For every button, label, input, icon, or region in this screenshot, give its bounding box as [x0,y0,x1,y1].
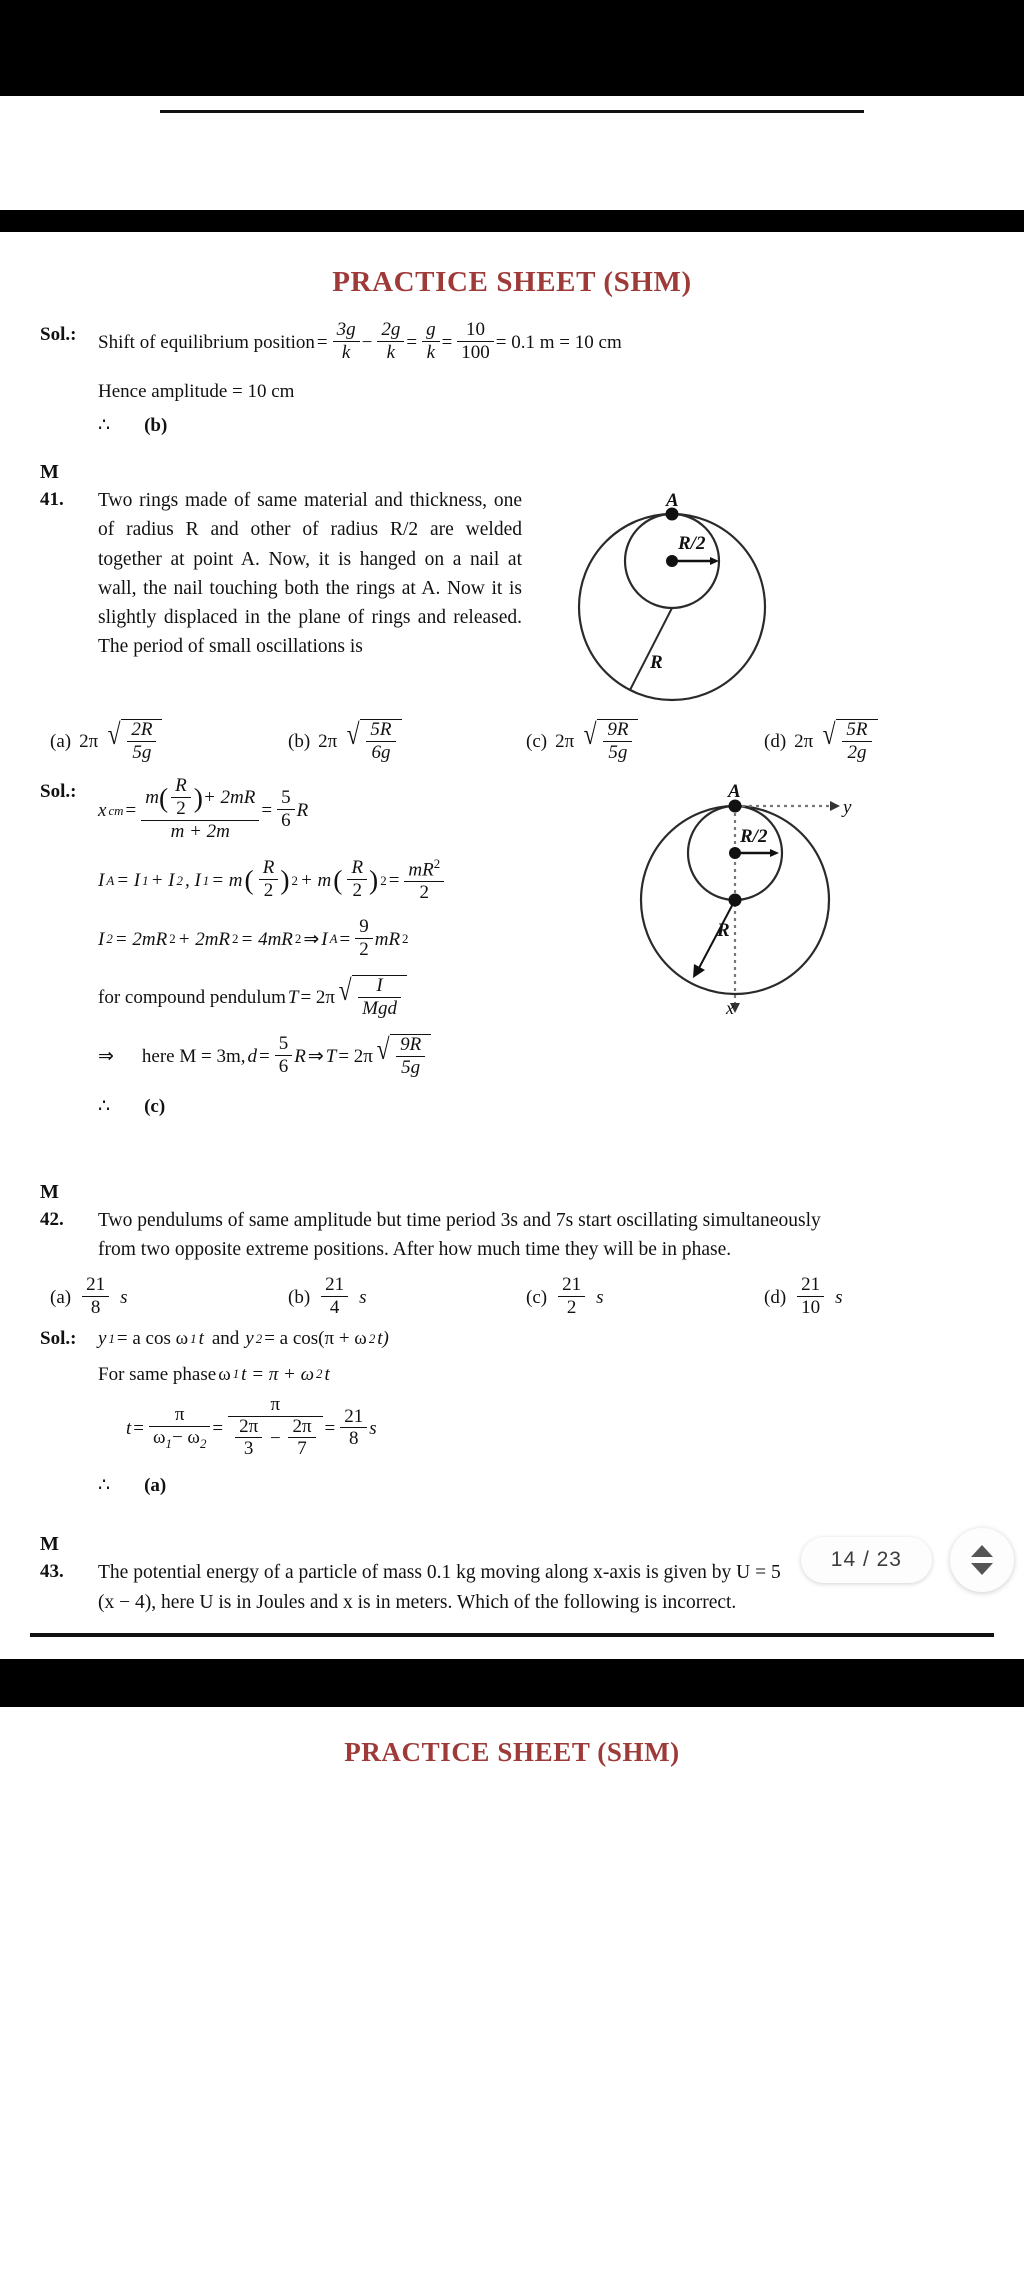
solution-label: Sol.: [40,781,77,803]
solution-41-answer-line [98,1093,622,1121]
solution-40-answer-line [98,412,1002,440]
fraction-3g-over-k [333,320,360,363]
solution-41-row [22,775,622,1121]
option-d-q42[interactable] [764,1276,1002,1319]
here-m-text: here M = 3m, [141,1045,246,1067]
solution-42-line-3 [98,1396,1002,1462]
five-over-six-fraction [275,1034,293,1077]
option-coefficient: 2π [555,730,575,752]
fraction [366,720,395,763]
option-c-q42[interactable] [526,1276,764,1319]
minus-sign: − [361,331,373,353]
secondary-black-band [0,210,1024,232]
power-2-a: 2 [291,872,298,888]
solution-41-pendulum-line [98,975,622,1020]
fraction-g-over-k [422,320,440,363]
fraction-numerator: 2R [127,720,156,742]
implies-symbol-3: ⇒ [307,1045,324,1067]
label-r-half: R/2 [740,826,768,848]
fraction-denominator: 2 [419,881,430,903]
solution-41-i2-line [98,918,622,961]
ia-symbol: I [98,870,105,892]
fraction-numerator: 5R [366,720,395,742]
mass-m: m [145,787,159,809]
omega2-subscript: 2 [368,1330,376,1346]
fraction-numerator: g [422,320,440,342]
fraction-denominator: 8 [90,1296,101,1318]
equals-sign: = [259,1045,270,1067]
option-a-q42[interactable] [50,1276,288,1319]
equals-sign-2: = [406,331,418,353]
numerator-tail: + 2mR [202,787,256,809]
label-r-half: R/2 [678,533,706,555]
question-41-number: 41. [40,489,64,511]
radicand [390,1034,431,1079]
fraction-10-over-100 [457,320,494,363]
radicand [121,719,162,764]
omega1-subscript: 1 [190,1330,197,1346]
option-tag: (d) [764,730,787,752]
solution-41-xcm-line [98,775,622,844]
two-pi-over-three-fraction [235,1417,262,1460]
fraction-numerator: 2π [235,1417,262,1439]
solution-41-block [22,775,1002,1123]
label-r: R [650,652,663,674]
xcm-result-tail: R [296,800,309,822]
document-page [0,232,1024,1637]
time-t: t [324,1363,330,1385]
question-41-text: Two rings made of same material and thickness, one of radius R and other of radius R/2 are welded together at point A. Now, it is hanged on a nail at wall, the nail touching both the rings at A. Now it is slightly displaced in the plane of rings and released. The period of small oscillations is [98,490,522,658]
solution-42-line-2 [98,1361,1002,1389]
solution-42-line-1 [98,1325,1002,1353]
radical-sign: √ [107,719,121,752]
equals-sign: = [133,1418,144,1440]
mr2-text: mR [408,859,434,881]
label-axis-y: y [843,797,852,819]
fraction-denominator: 2 [359,938,369,960]
page-indicator[interactable]: 14 / 23 [801,1537,932,1583]
option-unit: s [120,1286,128,1308]
fraction-denominator: 6 [281,809,291,831]
i1-sub: 1 [202,872,210,888]
question-41-row [22,486,522,662]
label-a: A [666,492,679,512]
equals-2pi: = 2π [300,986,335,1008]
footer-title: PRACTICE SHEET (SHM) [344,1736,680,1767]
sqrt-expression [345,719,401,764]
fraction-numerator: I [358,976,401,998]
y1-symbol: y [98,1328,107,1350]
solution-41-ia-line [98,855,622,904]
omega2-subscript: 2 [316,1366,323,1382]
solution-40-amplitude-line: Hence amplitude = 10 cm [98,381,295,403]
solution-42-answer-line [98,1472,1002,1500]
twentyone-over-eight-fraction [340,1407,367,1450]
y2-equals: = a cos(π + ω [264,1328,367,1350]
option-coefficient: 2π [79,730,99,752]
right-paren: ) [193,782,203,814]
chevron-up-icon[interactable] [971,1545,993,1557]
time-t-1: t [198,1328,204,1350]
therefore-symbol: ∴ [98,1474,111,1496]
fraction-numerator: 5 [277,788,295,810]
equals-sign-3: = [441,331,453,353]
shift-equilibrium-text: Shift of equilibrium position [98,331,315,353]
solution-40-answer: (b) [144,414,168,436]
page-title: PRACTICE SHEET (SHM) [332,266,692,298]
sqrt-expression [106,719,162,764]
option-b-q41[interactable] [288,719,526,764]
page-stepper-button[interactable] [950,1528,1014,1592]
y2-symbol: y [245,1328,254,1350]
fraction-denominator: 5g [401,1056,421,1078]
power-2: 2 [402,931,409,947]
i2-subscript: 2 [176,872,183,888]
y-axis-arrow-head [830,801,840,811]
fraction-denominator: 2 [176,797,186,819]
fraction-numerator [141,777,259,821]
fraction-numerator: 21 [797,1275,824,1297]
time-t-2: t) [377,1328,389,1350]
fraction-denominator: k [341,341,351,363]
solution-42-body [98,1325,1002,1499]
fraction-denominator: 8 [349,1428,359,1450]
nine-over-two-fraction [355,917,373,960]
time-symbol: t [126,1418,132,1440]
fraction [842,720,871,763]
implies-symbol-2: ⇒ [98,1045,114,1067]
radicand [597,719,638,764]
xcm-main-fraction [141,777,259,843]
radicand [836,719,877,764]
i1-subscript: 1 [142,872,149,888]
r-half-arrow-head [770,849,779,857]
period-symbol-2: T [325,1045,337,1067]
r-half-arrow-head [710,557,719,565]
question-42-text [98,1206,1002,1265]
fraction-r-2-a [259,858,279,901]
ia-symbol-2: I [321,928,328,950]
xcm-result-fraction [277,788,295,831]
y1-equals: = a cos ω [116,1328,189,1350]
i-over-mgd-fraction [358,976,401,1019]
minus-sign: − [269,1427,281,1449]
i1-equals-m: = m [211,870,243,892]
question-43-line-2: (x − 4), here U is in Joules and x is in meters. Which of the following is incorrect. [98,1591,737,1613]
sqrt-expression [821,719,877,764]
seconds-unit: s [369,1418,377,1440]
top-black-band [0,0,1024,96]
question-41-block [22,486,1002,707]
fraction [82,1275,109,1318]
solution-40-line-1 [98,321,1002,364]
fraction-denominator: k [386,341,396,363]
y1-subscript: 1 [108,1330,115,1346]
power-b: 2 [232,931,239,947]
distance-d: d [247,1045,258,1067]
question-41-text-column [22,486,522,707]
right-paren-2: ) [369,864,379,896]
option-b-q42[interactable] [288,1276,526,1319]
omega1: ω [153,1426,166,1448]
option-unit: s [596,1286,604,1308]
option-coefficient: 2π [318,730,338,752]
fraction-numerator: 21 [321,1275,348,1297]
fraction-denominator: 2 [566,1296,577,1318]
fraction-numerator: 21 [558,1275,585,1297]
phase-equation: t = π + ω [241,1363,315,1385]
equals-sign: = [388,870,400,892]
radicand [352,975,407,1020]
equals-2pi-2: = 2π [338,1045,373,1067]
period-symbol: T [287,986,299,1008]
omega1-subscript: 1 [165,1435,172,1451]
radical-sign: √ [338,975,352,1008]
fraction-numerator: 5 [275,1034,293,1056]
fraction-denominator: 4 [329,1296,340,1318]
option-unit: s [359,1286,367,1308]
option-tag: (b) [288,1286,311,1308]
sqrt-expression-2 [375,1034,431,1079]
fraction-denominator: 100 [461,341,490,363]
solution-41-text-column [22,775,622,1123]
therefore-symbol: ∴ [98,414,111,436]
solution-41-body [98,775,622,1121]
fraction-denominator: 5g [132,741,152,763]
bottom-black-band [0,1659,1024,1707]
y2-subscript: 2 [255,1330,263,1346]
option-d-q41[interactable] [764,719,1002,764]
solution-label: Sol.: [40,324,77,345]
solution-40-result: = 0.1 m = 10 cm [495,331,622,353]
question-43-line-1: The potential energy of a particle of mass 0.1 kg moving along x-axis is given by U = 5 [98,1562,781,1584]
fraction-numerator: π [228,1395,322,1417]
question-42-number: 42. [40,1208,64,1230]
fraction-numerator: 9R [603,720,632,742]
question-42-options [22,1276,1002,1319]
omega1-symbol: ω [218,1363,231,1385]
equals-sign-2: = [212,1418,224,1440]
equals-sign-2: = [261,800,273,822]
ia-subscript: A [106,872,115,888]
option-c-q41[interactable] [526,719,764,764]
fraction-denominator [228,1417,322,1461]
fraction-numerator: 5R [842,720,871,742]
power-2: 2 [433,855,441,871]
fraction-numerator: 9R [396,1035,425,1057]
implies-symbol: ⇒ [303,928,320,950]
fraction-numerator: R [259,858,279,880]
fraction-denominator: m + 2m [170,821,230,843]
two-rings-diagram [542,492,802,707]
left-paren: ( [244,864,254,896]
power-2-b: 2 [380,872,387,888]
right-paren: ) [280,864,290,896]
fraction-numerator: 2π [288,1417,315,1439]
marker-m-q43: M [40,1533,59,1556]
fraction [603,720,632,763]
radical-sign: √ [583,719,597,752]
i2-equals: = 2mR [114,928,168,950]
pi-over-nested-fraction [228,1395,322,1461]
question-41-figure-column [522,486,822,707]
fraction-denominator: 10 [801,1296,821,1318]
mr2-tail: mR [374,928,401,950]
fraction-numerator: R [347,858,367,880]
inner-fraction-r-2 [171,776,191,819]
minus-omega2: − ω [171,1426,200,1448]
chevron-down-icon[interactable] [971,1563,993,1575]
omega1-subscript: 1 [232,1366,240,1382]
plus-m: + m [299,870,332,892]
fraction-r-2-b [347,858,367,901]
fraction-numerator: 21 [340,1407,367,1429]
solution-40-row [22,321,1002,439]
solution-label: Sol.: [40,1328,77,1350]
question-42-row [22,1206,1002,1265]
fraction-numerator: 3g [333,320,360,342]
label-a: A [728,781,741,803]
radical-sign: √ [376,1034,390,1067]
i2-subscript: 2 [106,931,113,947]
compound-pendulum-text: for compound pendulum [98,986,286,1008]
solution-42-answer: (a) [144,1474,167,1496]
bottom-horizontal-rule [30,1633,994,1637]
fraction-numerator: R [171,776,191,798]
radius-r: R [294,1045,306,1067]
fraction-numerator: π [149,1405,210,1427]
option-tag: (b) [288,730,311,752]
fraction-2g-over-k [377,320,404,363]
option-tag: (c) [526,730,548,752]
question-41-options [22,719,1002,764]
top-horizontal-rule [160,110,864,113]
two-pi-over-seven-fraction [288,1417,315,1460]
fraction-denominator: Mgd [362,997,397,1019]
option-unit: s [835,1286,843,1308]
left-paren-2: ( [333,864,343,896]
option-tag: (d) [764,1286,787,1308]
solution-40-body [98,321,1002,439]
same-phase-text: For same phase [98,1363,217,1385]
option-tag: (a) [50,730,72,752]
solution-41-answer: (c) [144,1096,166,1118]
ia-equals-i1: = I [116,870,141,892]
equals-sign-1: = [316,331,328,353]
i1-lead: , I [184,870,201,892]
page-navigation-widget[interactable] [801,1528,1014,1592]
fraction-numerator: 2g [377,320,404,342]
fraction-denominator: 6g [371,741,391,763]
bottom-rule-wrapper [22,1633,1002,1637]
option-a-q41[interactable] [50,719,288,764]
fraction [127,720,156,763]
fraction-denominator: 2 [352,879,362,901]
fraction-denominator: 7 [297,1438,307,1460]
label-axis-x: x [726,998,734,1019]
equals-sign-3: = [324,1418,336,1440]
left-paren: ( [158,782,169,814]
fraction-denominator: 5g [608,741,628,763]
therefore-symbol: ∴ [98,1096,111,1118]
equals-sign: = [339,928,351,950]
pi-over-omega-diff-fraction [149,1405,210,1450]
fraction-denominator: k [426,341,436,363]
plus-i2: + I [150,870,175,892]
sqrt-expression [582,719,638,764]
omega2-subscript: 2 [199,1435,207,1451]
fraction-numerator: 21 [82,1275,109,1297]
power-a: 2 [169,931,176,947]
i2-mid: + 2mR [177,928,231,950]
i2-equals-2: = 4mR [240,928,293,950]
question-42-line-1: Two pendulums of same amplitude but time period 3s and 7s start oscillating simultaneously [98,1209,821,1231]
radical-sign: √ [346,719,360,752]
option-tag: (c) [526,1286,548,1308]
fraction [321,1275,348,1318]
fraction-numerator [404,857,444,882]
marker-m-q42: M [40,1180,59,1203]
option-coefficient: 2π [794,730,814,752]
option-tag: (a) [50,1286,72,1308]
fraction-denominator [149,1427,210,1451]
solution-42-row [22,1325,1002,1499]
fraction-denominator: 3 [243,1438,254,1460]
fraction-denominator: 6 [278,1055,289,1077]
mr2-over-2-fraction [404,857,444,903]
sqrt-expression [337,975,407,1020]
radicand [360,719,401,764]
solution-41-figure-column [622,778,882,1123]
fraction [558,1275,585,1318]
xcm-symbol: x [98,800,107,822]
i2-symbol: I [98,928,105,950]
two-rings-axes-diagram [627,778,877,1018]
fraction-denominator: 2 [263,879,274,901]
xcm-subscript: cm [108,802,124,818]
nine-r-over-five-g-fraction [396,1035,425,1078]
question-43-number: 43. [40,1561,64,1583]
fraction-numerator: 9 [355,917,373,939]
fraction [797,1275,824,1318]
question-42-line-2: from two opposite extreme positions. After how much time they will be in phase. [98,1238,732,1260]
top-white-gap [0,110,1024,210]
r-radius-line [630,608,672,690]
equals-sign: = [125,800,137,822]
radical-sign: √ [822,719,836,752]
power-c: 2 [294,931,302,947]
label-r: R [717,920,730,942]
top-rule-wrapper [0,110,1024,113]
fraction-numerator: 10 [457,320,494,342]
and-text: and [211,1328,240,1350]
fraction-denominator: 2g [847,741,867,763]
solution-41-here-line [98,1034,622,1079]
marker-m-q41: M [40,461,59,484]
ia-subscript-2: A [329,931,338,947]
